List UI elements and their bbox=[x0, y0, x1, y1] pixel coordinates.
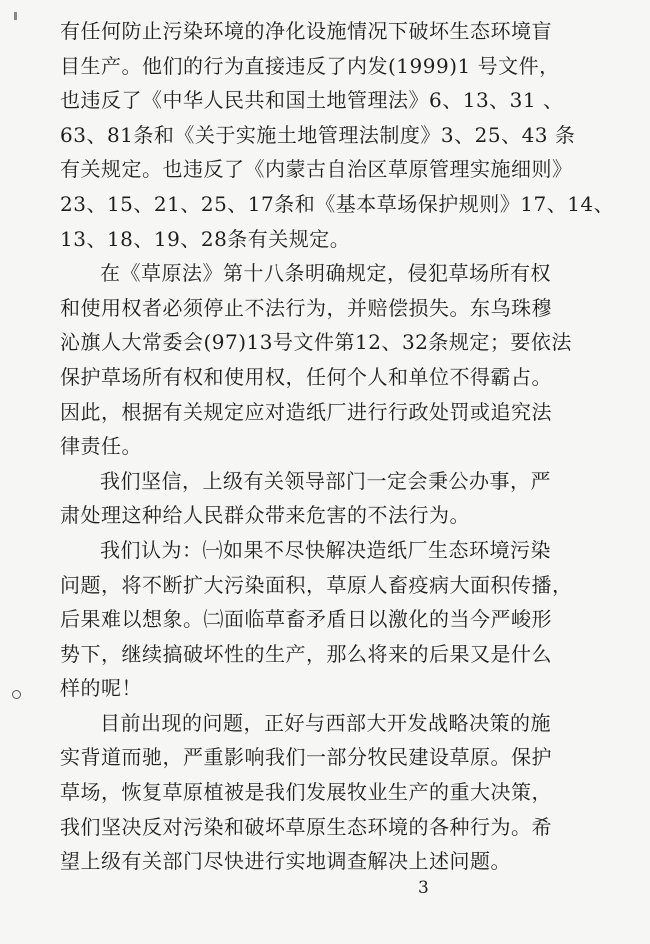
text-line: 和使用权者必须停止不法行为，并赔偿损失。东乌珠穆 bbox=[60, 295, 552, 320]
scan-speck bbox=[14, 12, 17, 20]
text-line: 保护草场所有权和使用权，任何个人和单位不得霸占。 bbox=[60, 364, 552, 389]
page-number: 3 bbox=[418, 878, 429, 898]
text-line: 问题，将不断扩大污染面积，草原人畜疫病大面积传播， bbox=[60, 572, 573, 597]
text-line: 13、18、19、28条有关规定。 bbox=[60, 226, 351, 251]
text-line: 我们坚决反对污染和破坏草原生态环境的各种行为。希 bbox=[60, 814, 552, 839]
text-line: 有关规定。也违反了《内蒙古自治区草原管理实施细则》 bbox=[60, 157, 573, 182]
paragraph-opinion bbox=[60, 533, 620, 706]
text-line: 望上级有关部门尽快进行实地调查解决上述问题。 bbox=[60, 849, 511, 874]
text-line: 律责任。 bbox=[60, 434, 142, 459]
text-line: 样的呢！ bbox=[60, 676, 142, 701]
paragraph-violations bbox=[60, 14, 620, 256]
text-line: 沁旗人大常委会(97)13号文件第12、32条规定；要依法 bbox=[60, 330, 572, 355]
text-line: 我们认为：㈠如果不尽快解决造纸厂生态环境污染 bbox=[100, 537, 551, 562]
text-line: 实背道而驰，严重影响我们一部分牧民建设草原。保护 bbox=[60, 745, 552, 770]
text-line: 目生产。他们的行为直接违反了内发(1999)1 号文件， bbox=[60, 53, 560, 78]
text-line: 草场，恢复草原植被是我们发展牧业生产的重大决策， bbox=[60, 780, 552, 805]
text-line: 肃处理这种给人民群众带来危害的不法行为。 bbox=[60, 503, 470, 528]
paragraph-request bbox=[60, 706, 620, 879]
text-line: 目前出现的问题，正好与西部大开发战略决策的施 bbox=[100, 710, 551, 735]
text-line: 也违反了《中华人民共和国土地管理法》6、13、31 、 bbox=[60, 88, 564, 113]
text-line: 63、81条和《关于实施土地管理法制度》3、25、43 条 bbox=[60, 122, 576, 147]
text-line: 23、15、21、25、17条和《基本草场保护规则》17、14、 bbox=[60, 191, 615, 216]
text-line: 有任何防止污染环境的净化设施情况下破坏生态环境盲 bbox=[60, 19, 552, 43]
document-body bbox=[60, 14, 620, 879]
text-line: 在《草原法》第十八条明确规定，侵犯草场所有权 bbox=[100, 261, 551, 286]
paragraph-grassland-law bbox=[60, 256, 620, 464]
paragraph-belief bbox=[60, 464, 620, 533]
text-line: 后果难以想象。㈡面临草畜矛盾日以激化的当今严峻形 bbox=[60, 607, 552, 632]
text-line: 我们坚信，上级有关领导部门一定会秉公办事，严 bbox=[100, 468, 551, 493]
binding-hole-mark bbox=[12, 690, 21, 699]
text-line: 因此，根据有关规定应对造纸厂进行行政处罚或追究法 bbox=[60, 399, 552, 424]
text-line: 势下，继续搞破坏性的生产，那么将来的后果又是什么 bbox=[60, 641, 552, 666]
